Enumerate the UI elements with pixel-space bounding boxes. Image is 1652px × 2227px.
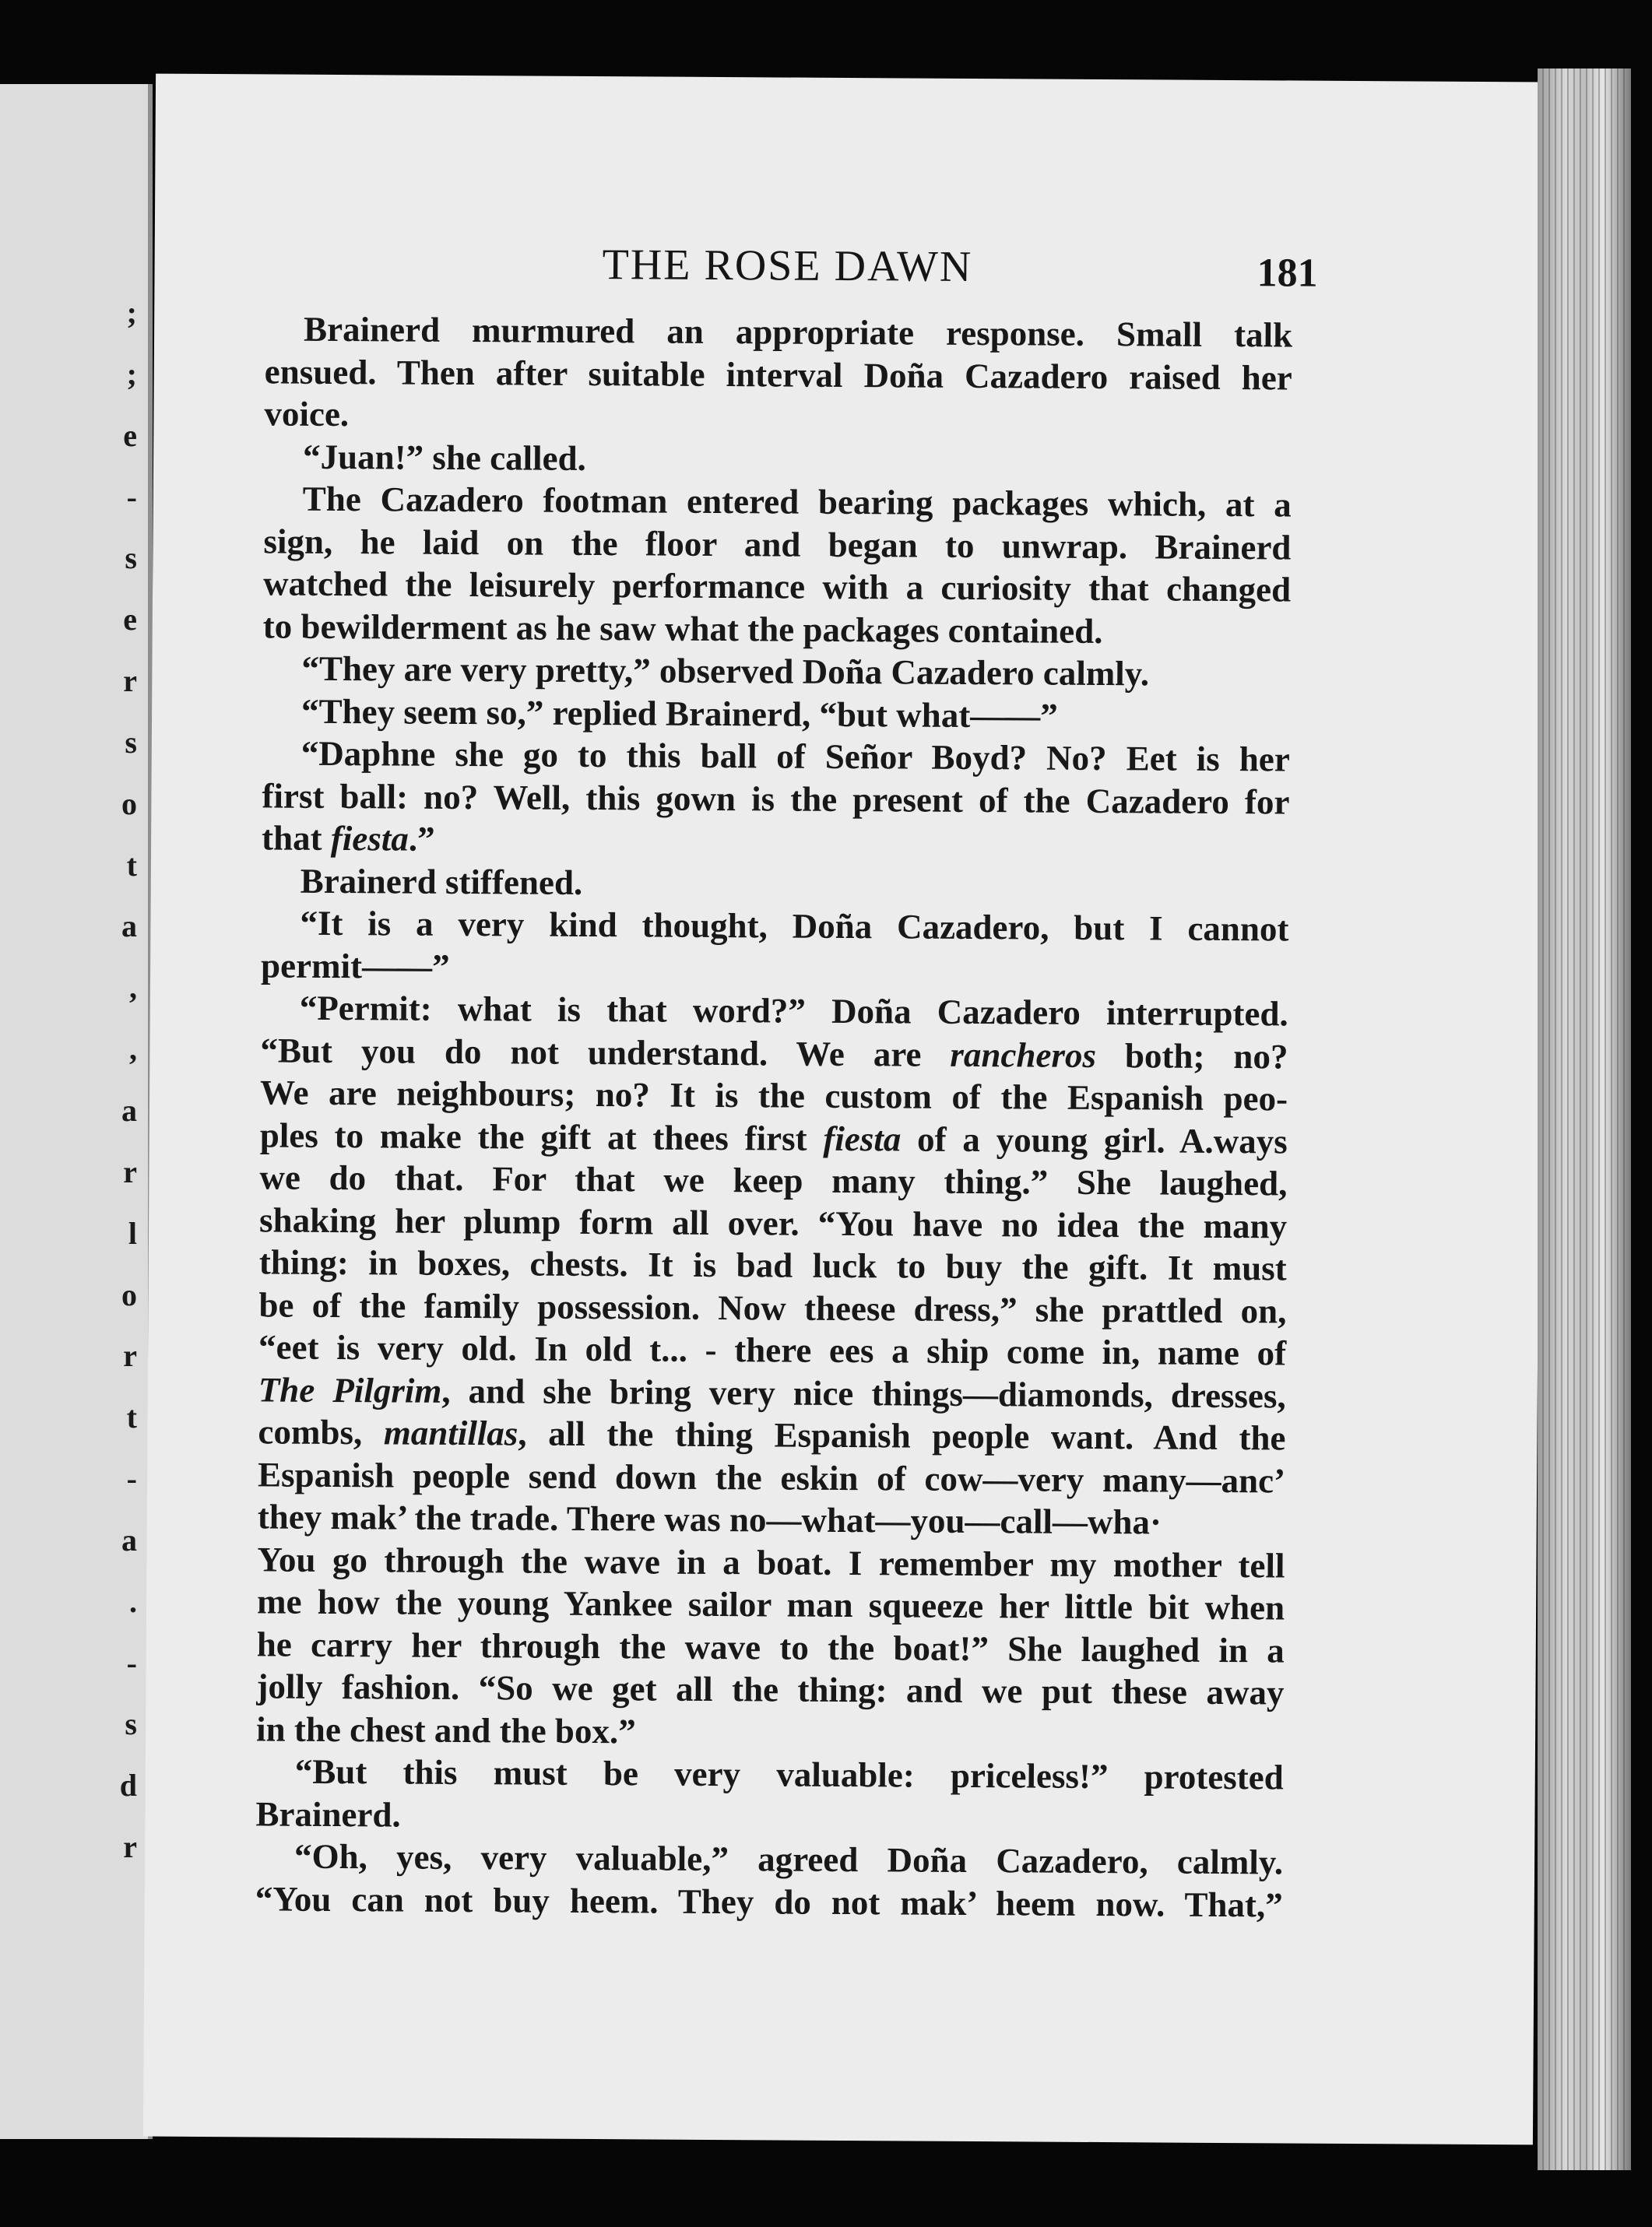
text-line: “Oh, yes, very valuable,” agreed Doña Cazadero, calmly.: [293, 1836, 1284, 1882]
text-line: we do that. For that we keep many thing.” She laughed,: [259, 1157, 1288, 1203]
text-line: “It is a very kind thought, Doña Cazadero, but I cannot: [300, 903, 1289, 949]
facing-page-fragment: a: [121, 1522, 137, 1558]
text-line: voice.: [264, 394, 350, 434]
text-line: “But you do not understand. We are rancheros both; no?: [260, 1030, 1288, 1076]
facing-page-fragment: -: [126, 1461, 137, 1497]
text-line: ensued. Then after suitable interval Doña Cazadero raised her: [264, 351, 1292, 397]
text-line: We are neighbours; no? It is the custom of the Espanish peo-: [259, 1073, 1288, 1119]
text-line: jolly fashion. “So we get all the thing: and we put these away: [256, 1667, 1285, 1712]
facing-page-edge: [0, 84, 153, 2139]
running-title: THE ROSE DAWN: [602, 241, 973, 291]
book-page: [143, 74, 1545, 2145]
facing-page-fragment: r: [123, 1338, 137, 1374]
text-line: be of the family possession. Now theese dress,” she prattled on,: [258, 1284, 1287, 1330]
text-line: “Juan!” she called.: [302, 437, 587, 478]
facing-page-text-fragments: [0, 84, 148, 2139]
facing-page-fragment: s: [125, 540, 137, 576]
text-line: Espanish people send down the eskin of cow—very many—anc’: [257, 1454, 1286, 1500]
text-line: permit——”: [260, 945, 450, 986]
text-line: Brainerd.: [255, 1793, 401, 1835]
facing-page-fragment: -: [126, 1645, 137, 1681]
text-line: Brainerd stiffened.: [300, 861, 583, 902]
facing-page-fragment: r: [123, 1829, 137, 1865]
facing-page-fragment: d: [119, 1768, 137, 1804]
facing-page-fragment: o: [121, 785, 137, 821]
text-line: first ball: no? Well, this gown is the present of the Cazadero for: [262, 775, 1290, 821]
text-line: me how the young Yankee sailor man squeeze her little bit when: [256, 1582, 1285, 1628]
facing-page-fragment: .: [129, 1583, 137, 1619]
running-head: [154, 237, 1544, 308]
text-line: You go through the wave in a boat. I remember my mother tell: [257, 1539, 1285, 1585]
page-number: 181: [1257, 251, 1318, 296]
facing-page-fragment: ,: [129, 970, 137, 1006]
text-line: shaking her plump form all over. “You have no idea the many: [258, 1200, 1288, 1245]
facing-page-fragment: s: [125, 1706, 137, 1742]
body-text: [255, 307, 1293, 1926]
text-line: combs, mantillas, all the thing Espanish people want. And the: [258, 1412, 1286, 1458]
facing-page-fragment: t: [126, 1400, 137, 1435]
text-line: he carry her through the wave to the boat!” She laughed in a: [256, 1624, 1285, 1670]
text-line: The Pilgrim, and she bring very nice things—diamonds, dresses,: [258, 1369, 1286, 1415]
text-line: thing: in boxes, chests. It is bad luck to buy the gift. It must: [258, 1242, 1287, 1288]
facing-page-fragment: e: [123, 602, 137, 638]
facing-page-fragment: r: [123, 1154, 137, 1189]
text-line: that fiesta.”: [261, 818, 435, 859]
text-line: sign, he laid on the floor and began to unwrap. Brainerd: [263, 521, 1292, 567]
text-line: “They seem so,” replied Brainerd, “but what——”: [301, 691, 1058, 736]
facing-page-fragment: o: [121, 1277, 137, 1312]
text-line: “But this must be very valuable: priceless!” protested: [294, 1751, 1284, 1797]
facing-page-fragment: ,: [129, 1031, 137, 1067]
text-line: to bewilderment as he saw what the packages contained.: [262, 606, 1103, 651]
facing-page-fragment: ;: [126, 295, 137, 330]
facing-page-fragment: s: [125, 724, 137, 760]
facing-page-fragment: e: [123, 417, 137, 453]
facing-page-fragment: t: [126, 847, 137, 883]
text-line: “Daphne she go to this ball of Señor Boyd? No? Eet is her: [301, 733, 1290, 779]
facing-page-fragment: -: [126, 479, 137, 515]
text-line: “Permit: what is that word?” Doña Cazadero interrupted.: [299, 988, 1288, 1034]
text-line: “They are very pretty,” observed Doña Cazadero calmly.: [301, 648, 1150, 694]
facing-page-fragment: r: [123, 663, 137, 699]
text-line: ples to make the gift at thees first fiesta of a young girl. A.ways: [259, 1115, 1288, 1161]
text-line: Brainerd murmured an appropriate response. Small talk: [303, 309, 1293, 355]
text-line: “You can not buy heem. They do not mak’ heem now. That,”: [255, 1878, 1283, 1924]
facing-page-fragment: l: [128, 1215, 137, 1251]
text-line: “eet is very old. In old t... - there ees a ship come in, name of: [258, 1327, 1287, 1373]
facing-page-fragment: a: [121, 908, 137, 944]
facing-page-fragment: a: [121, 1093, 137, 1128]
text-line: in the chest and the box.”: [255, 1709, 636, 1751]
text-line: they mak’ the trade. There was no—what—you—call—wha·: [257, 1497, 1162, 1542]
text-line: watched the leisurely performance with a curiosity that changed: [262, 564, 1292, 609]
page-block-edge: [1538, 68, 1631, 2170]
text-line: The Cazadero footman entered bearing packages which, at a: [302, 479, 1292, 525]
facing-page-fragment: ;: [126, 356, 137, 392]
